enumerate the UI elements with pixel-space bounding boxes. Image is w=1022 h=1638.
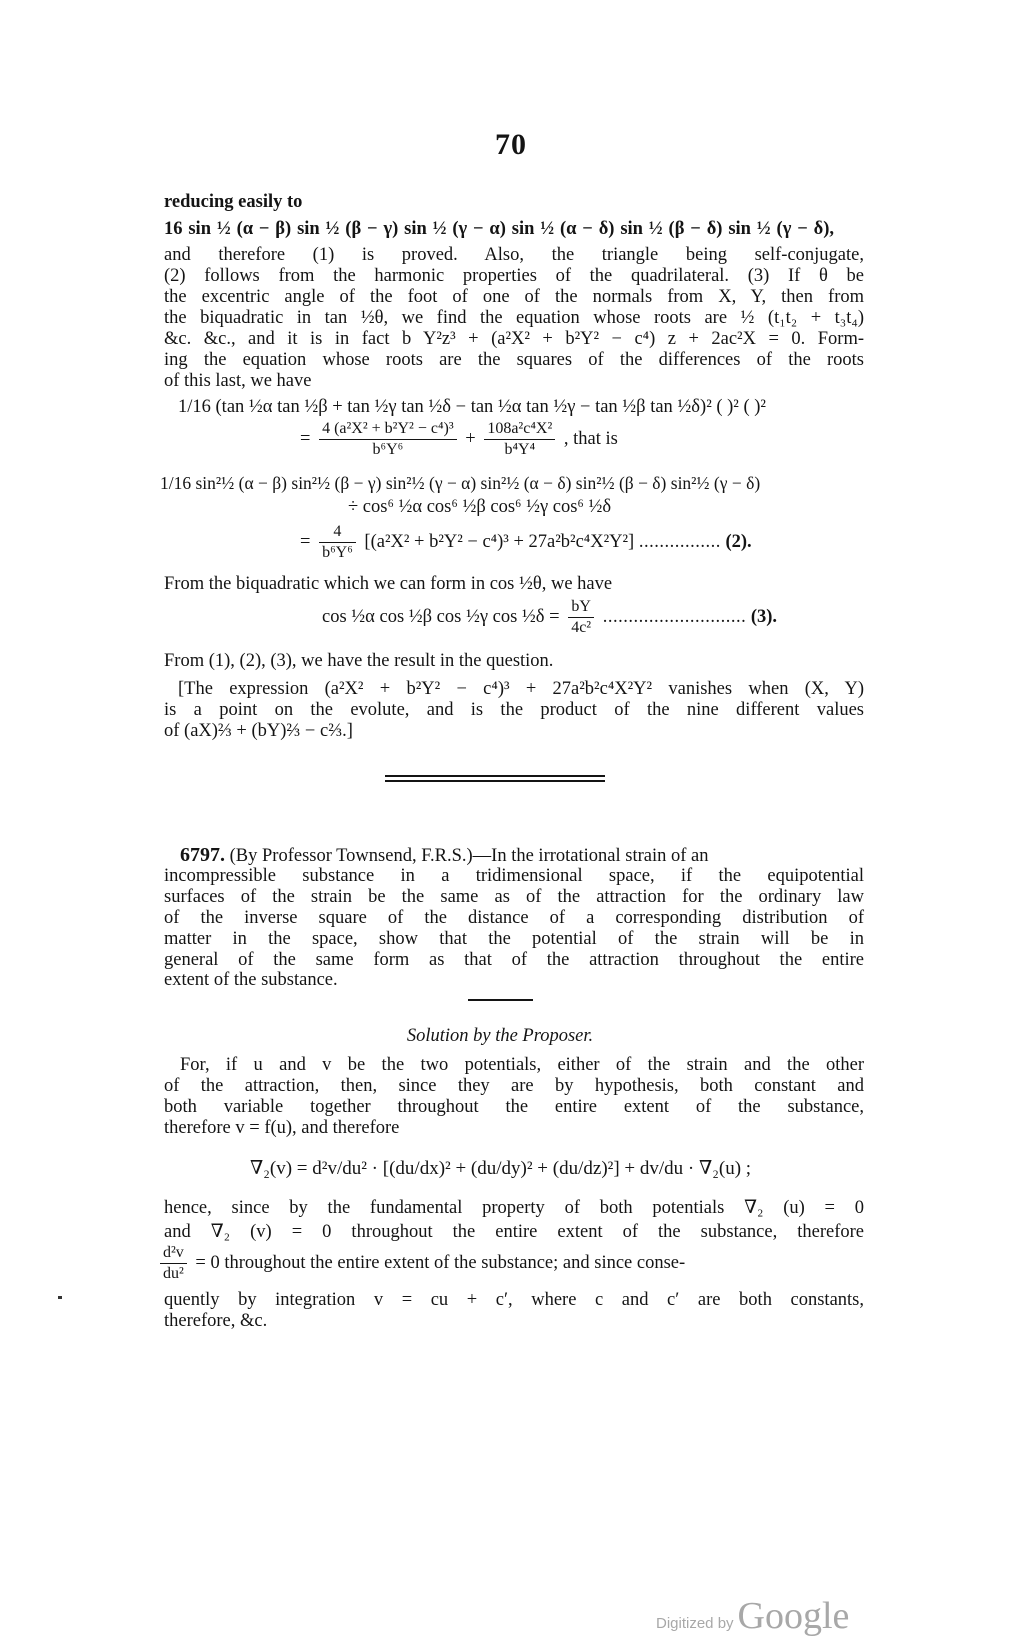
note-line: is a point on the evolute, and is the product of the nine different values [164,700,864,720]
leader-dots: ............................ [602,606,747,627]
page-number: 70 [495,128,527,161]
equation-label: (2). [725,531,752,552]
text-line: From (1), (2), (3), we have the result in the question. [164,651,554,671]
equation-fraction-line [322,598,777,637]
solution-line: of the attraction, then, since they are by hypothesis, both constant and [164,1076,864,1096]
equation-line: 1/16 (tan ½α tan ½β + tan ½γ tan ½δ − tan ½α tan ½γ − tan ½β tan ½δ)² ( )² ( )² [178,397,766,417]
solution-heading: Solution by the Proposer. [406,1026,594,1046]
equation-line: 1/16 sin²½ (α − β) sin²½ (β − γ) sin²½ (γ − α) sin²½ (α − δ) sin²½ (β − δ) sin²½ (γ − δ) [160,473,761,493]
problem-line: general of the same form as that of the attraction throughout the entire [164,950,864,970]
fraction [319,420,457,459]
equation-lhs: cos ½α cos ½β cos ½γ cos ½δ = [322,606,560,627]
fraction [484,420,555,459]
text-line: From the biquadratic which we can form in cos ½θ, we have [164,574,613,594]
solution-line: and ∇₂ (v) = 0 throughout the entire extent of the substance, therefore [164,1222,864,1242]
equation-line: ÷ cos⁶ ½α cos⁶ ½β cos⁶ ½γ cos⁶ ½δ [348,497,612,517]
equation-tail: , that is [563,428,618,449]
solution-line: both variable together throughout the entire extent of the substance, [164,1097,864,1117]
solution-line: quently by integration v = cu + c′, where c and c′ are both constants, [164,1290,864,1310]
problem-line: surfaces of the strain be the same as of the attraction for the ordinary law [164,887,864,907]
text-line: the excentric angle of the foot of one of the normals from X, Y, then from [164,287,864,307]
solution-line: therefore v = f(u), and therefore [164,1118,400,1138]
fraction [160,1244,187,1283]
fraction-numerator: 4 [319,523,356,543]
second-derivative-line [156,1244,685,1283]
text-line: &c. &c., and it is in fact b Y²z³ + (a²X² + b²Y² − c⁴) z + 2ac²X = 0. Form- [164,329,864,349]
problem-line: matter in the space, show that the potential of the strain will be in [164,929,864,949]
note-line: of (aX)⅔ + (bY)⅔ − c⅔.] [164,721,353,741]
solution-line: therefore, &c. [164,1311,268,1331]
leader-dots: ................ [638,531,721,552]
text-line: 16 sin ½ (α − β) sin ½ (β − γ) sin ½ (γ − α) sin ½ (α − δ) sin ½ (β − δ) sin ½ (γ − δ), [164,219,834,239]
separator-rule [385,780,605,782]
solution-line: For, if u and v be the two potentials, either of the strain and the other [180,1055,864,1075]
equals-sign: = [300,531,311,552]
derivative-text: = 0 throughout the entire extent of the substance; and since conse- [195,1252,686,1273]
fraction-numerator: 108a²c⁴X² [484,420,555,440]
equation-label: (3). [750,606,778,627]
fraction [568,598,594,637]
fraction [319,523,356,562]
laplacian-equation: ∇₂(v) = d²v/du² · [(du/dx)² + (du/dy)² + (du/dz)²] + dv/du · ∇₂(u) ; [250,1158,752,1179]
problem-line: extent of the substance. [164,970,338,990]
fraction-numerator: d²v [160,1244,187,1264]
watermark-small-text: Digitized by [656,1615,734,1632]
text-line: (2) follows from the harmonic properties of the quadrilateral. (3) If θ be [164,266,864,286]
fraction-denominator: b⁶Y⁶ [372,441,404,458]
equation-fraction-line [300,523,752,562]
fraction-denominator: b⁶Y⁶ [322,544,353,561]
note-line: [The expression (a²X² + b²Y² − c⁴)³ + 27a²b²c⁴X²Y² vanishes when (X, Y) [178,679,864,699]
fraction-denominator: b⁴Y⁴ [504,441,536,458]
plus-sign: + [465,428,476,449]
fraction-numerator: bY [568,598,594,618]
margin-speck [58,1296,62,1299]
google-logo: Google [737,1595,850,1637]
problem-first-line [180,845,864,867]
equation-fraction-line [300,420,618,459]
problem-line: of the inverse square of the distance of a corresponding distribution of [164,908,864,928]
problem-line: incompressible substance in a tridimensional space, if the equipotential [164,866,864,886]
text-line: and therefore (1) is proved. Also, the triangle being self-conjugate, [164,245,864,265]
text-line: ing the equation whose roots are the squares of the differences of the roots [164,350,864,370]
solution-line: hence, since by the fundamental property of both potentials ∇₂ (u) = 0 [164,1198,864,1218]
separator-rule [385,775,605,777]
equation-tail: [(a²X² + b²Y² − c⁴)³ + 27a²b²c⁴X²Y²] [364,531,635,552]
problem-text: (By Professor Townsend, F.R.S.)—In the irrotational strain of an [229,846,709,866]
text-line: the biquadratic in tan ½θ, we find the equation whose roots are ½ (t₁t₂ + t₃t₄) [164,308,864,328]
equals-sign: = [300,428,311,449]
digitized-by-google-watermark [656,1594,849,1638]
text-line: of this last, we have [164,371,312,391]
short-rule [468,999,533,1001]
fraction-numerator: 4 (a²X² + b²Y² − c⁴)³ [319,420,457,440]
fraction-denominator: 4c² [571,619,592,636]
fraction-denominator: du² [163,1265,184,1282]
problem-number: 6797. [180,844,225,866]
text-line: reducing easily to [164,192,303,212]
